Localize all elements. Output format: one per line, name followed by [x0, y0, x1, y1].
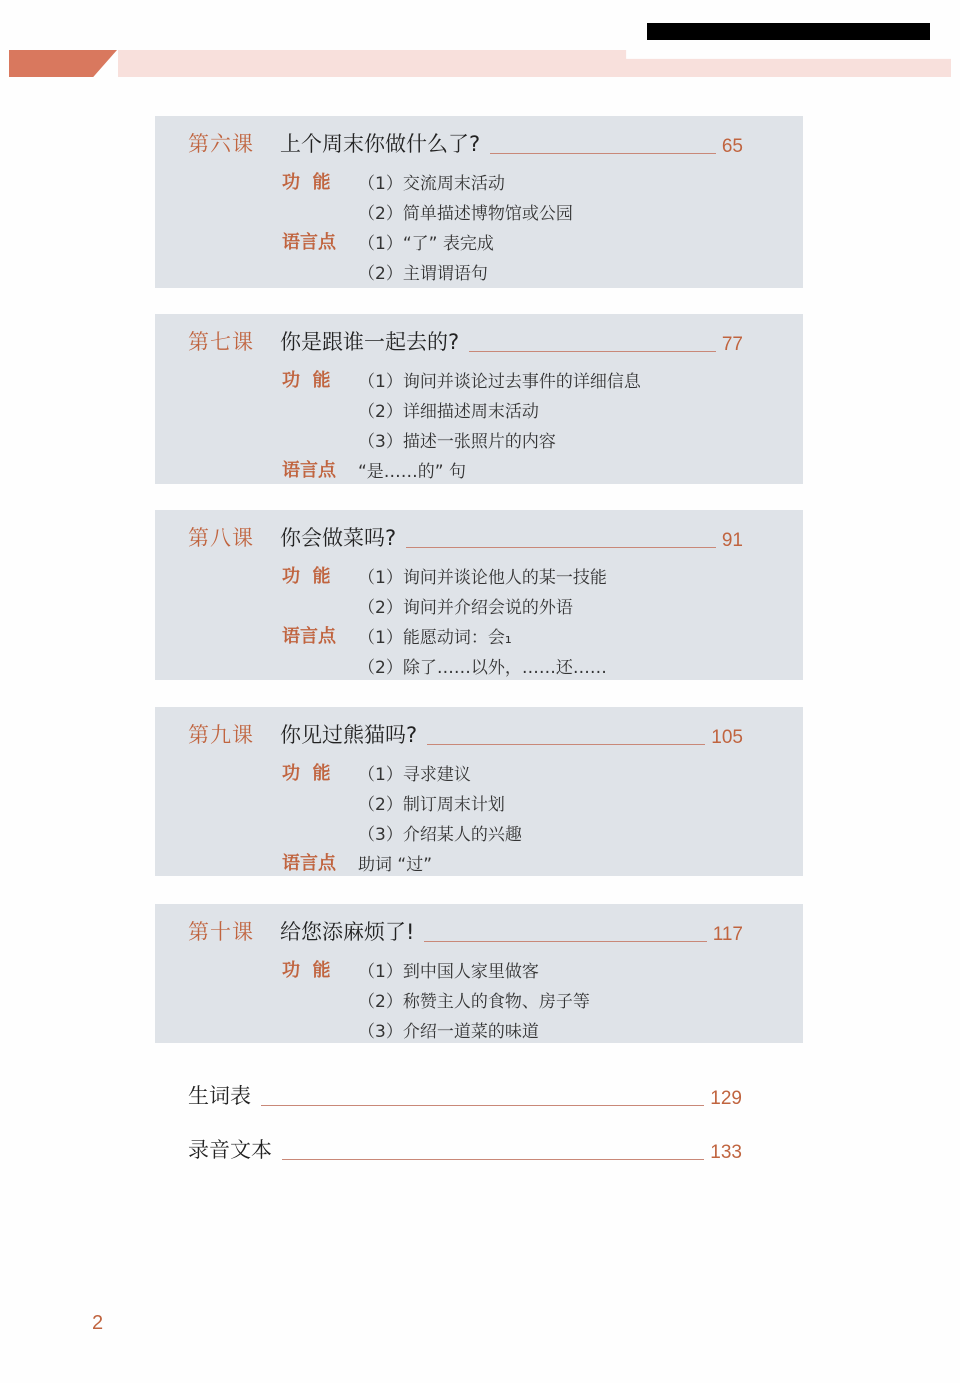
section-item: “是……的” 句	[358, 461, 467, 482]
section-label: 功 能	[282, 763, 331, 784]
redaction-bar	[647, 23, 930, 40]
section-item: （2）询问并介绍会说的外语	[358, 597, 573, 618]
leader-line	[490, 152, 716, 154]
lesson-page[interactable]: 117	[712, 924, 743, 945]
lesson-entry[interactable]	[155, 314, 803, 484]
toc-subitem	[282, 454, 641, 484]
section-item: （3）描述一张照片的内容	[358, 431, 556, 452]
section-item: （2）除了……以外，……还……	[358, 657, 607, 678]
section-label: 语言点	[282, 232, 336, 253]
toc-subitem	[282, 787, 522, 817]
lesson-page[interactable]: 105	[711, 727, 743, 748]
lesson-page[interactable]: 91	[721, 530, 743, 551]
toc-subitem	[282, 954, 590, 984]
lesson-title[interactable]: 你会做菜吗?	[280, 526, 397, 550]
section-label: 功 能	[282, 370, 331, 391]
appendix-page[interactable]: 129	[710, 1088, 742, 1109]
lesson-title[interactable]: 你见过熊猫吗?	[280, 723, 418, 747]
lesson-page[interactable]: 65	[721, 136, 743, 157]
section-item: （1）寻求建议	[358, 764, 471, 785]
section-item: （2）主谓谓语句	[358, 263, 488, 284]
toc-subitem	[282, 424, 641, 454]
lesson-entry[interactable]	[155, 510, 803, 680]
toc-subitem	[282, 984, 590, 1014]
appendix-title[interactable]: 生词表	[188, 1084, 251, 1108]
section-item: （2）详细描述周末活动	[358, 401, 539, 422]
section-label: 功 能	[282, 566, 331, 587]
toc-subitem	[282, 817, 522, 847]
leader-line	[424, 940, 706, 942]
toc-subitem	[282, 364, 641, 394]
section-item: （1）到中国人家里做客	[358, 961, 539, 982]
lesson-page[interactable]: 77	[721, 334, 743, 355]
toc-subitem	[282, 560, 607, 590]
lesson-number: 第六课	[188, 132, 254, 156]
leader-line	[282, 1158, 704, 1160]
section-item: （1）询问并谈论过去事件的详细信息	[358, 371, 641, 392]
toc-subitem	[282, 650, 607, 680]
header-band	[118, 50, 951, 77]
section-item: （1）能愿动词：会₁	[358, 627, 512, 648]
lesson-title[interactable]: 你是跟谁一起去的?	[280, 330, 460, 354]
lesson-entry[interactable]	[155, 904, 803, 1043]
leader-line	[261, 1104, 704, 1106]
section-item: （1）“了” 表完成	[358, 233, 494, 254]
header-band-accent	[9, 50, 117, 77]
section-item: （2）制订周末计划	[358, 794, 505, 815]
toc-subitem	[282, 256, 573, 286]
toc-subitem	[282, 590, 607, 620]
toc-subitem	[282, 196, 573, 226]
section-label: 语言点	[282, 626, 336, 647]
section-label: 功 能	[282, 172, 331, 193]
toc-subitem	[282, 226, 573, 256]
section-item: 助词 “过”	[358, 854, 433, 875]
lesson-number: 第七课	[188, 330, 254, 354]
section-label: 语言点	[282, 853, 336, 874]
section-item: （3）介绍某人的兴趣	[358, 824, 522, 845]
leader-line	[406, 546, 716, 548]
lesson-entry[interactable]	[155, 116, 803, 288]
leader-line	[427, 743, 705, 745]
toc-subitem	[282, 757, 522, 787]
section-item: （3）介绍一道菜的味道	[358, 1021, 539, 1042]
section-item: （1）交流周末活动	[358, 173, 505, 194]
appendix-title[interactable]: 录音文本	[188, 1138, 272, 1162]
lesson-entry[interactable]	[155, 707, 803, 876]
toc-subitem	[282, 1014, 590, 1044]
lesson-number: 第十课	[188, 920, 254, 944]
appendix-entry[interactable]	[188, 1080, 742, 1110]
section-item: （2）称赞主人的食物、房子等	[358, 991, 590, 1012]
toc-subitem	[282, 620, 607, 650]
section-item: （2）简单描述博物馆或公园	[358, 203, 573, 224]
appendix-page[interactable]: 133	[710, 1142, 742, 1163]
toc-subitem	[282, 394, 641, 424]
toc-subitem	[282, 847, 522, 877]
lesson-number: 第八课	[188, 526, 254, 550]
lesson-title[interactable]: 给您添麻烦了!	[280, 920, 415, 944]
section-label: 功 能	[282, 960, 331, 981]
lesson-number: 第九课	[188, 723, 254, 747]
lesson-title[interactable]: 上个周末你做什么了?	[280, 132, 481, 156]
toc-subitem	[282, 166, 573, 196]
leader-line	[469, 350, 716, 352]
page-number: 2	[92, 1312, 104, 1334]
section-item: （1）询问并谈论他人的某一技能	[358, 567, 607, 588]
section-label: 语言点	[282, 460, 336, 481]
appendix-entry[interactable]	[188, 1134, 742, 1164]
